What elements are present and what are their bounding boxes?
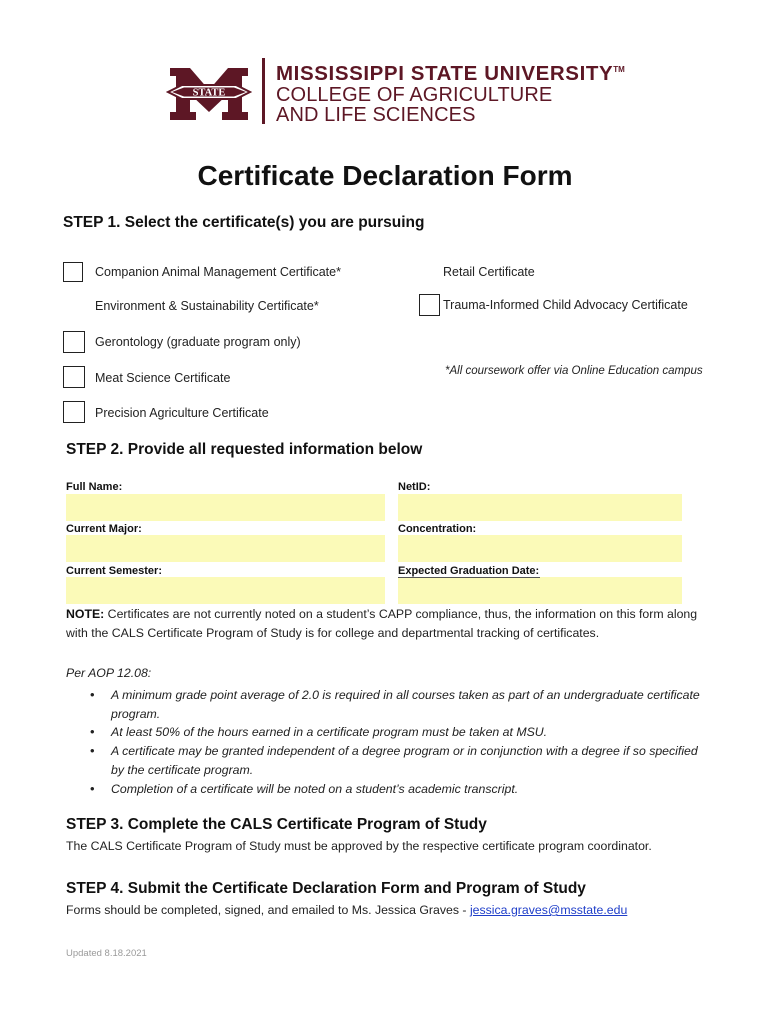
trademark: TM [613, 65, 625, 75]
step1-heading: STEP 1. Select the certificate(s) you are pursuing [63, 214, 425, 231]
list-item: • At least 50% of the hours earned in a certificate program must be taken at MSU. [90, 723, 700, 742]
label-environment-sustainability: Environment & Sustainability Certificate* [95, 299, 319, 313]
label-retail: Retail Certificate [443, 265, 535, 279]
checkbox-trauma-informed-child-advocacy[interactable] [419, 294, 440, 316]
logo-state-text: STATE [192, 87, 226, 99]
checkbox-gerontology[interactable] [63, 331, 85, 353]
netid-field[interactable] [398, 494, 682, 521]
college-name-line2: AND LIFE SCIENCES [276, 104, 476, 126]
msu-m-state-logo-icon [166, 66, 252, 122]
form-title: Certificate Declaration Form [197, 160, 573, 191]
email-link[interactable]: jessica.graves@msstate.edu [469, 903, 628, 917]
list-item: • A minimum grade point average of 2.0 is required in all courses taken as part of an undergraduate certificate program. [90, 686, 700, 723]
university-name-text: MISSISSIPPI STATE UNIVERSITY [276, 62, 614, 85]
checkbox-precision-agriculture[interactable] [63, 401, 85, 423]
logo-divider [262, 58, 265, 124]
online-education-note: *All coursework offer via Online Education campus [445, 365, 703, 377]
college-name-line1: COLLEGE OF AGRICULTURE [276, 84, 553, 106]
updated-date: Updated 8.18.2021 [66, 948, 147, 959]
checkbox-companion-animal-management[interactable] [63, 262, 83, 282]
university-name [276, 62, 625, 86]
aop-requirements-list [90, 686, 700, 798]
current-semester-field[interactable] [66, 577, 385, 604]
netid-label: NetID: [398, 481, 431, 493]
expected-graduation-date-field[interactable] [398, 577, 682, 604]
expected-graduation-date-label: Expected Graduation Date: [398, 565, 540, 577]
note-label: NOTE: [66, 607, 105, 621]
label-trauma-informed-child-advocacy: Trauma-Informed Child Advocacy Certificate [443, 298, 688, 312]
note-text: Certificates are not currently noted on a student’s CAPP compliance, thus, the information on this form along with the CALS Certificate Program of Study is for college and departmental tracking of certificates. [66, 607, 698, 640]
checkbox-meat-science[interactable] [63, 366, 85, 388]
list-item: • Completion of a certificate will be noted on a student’s academic transcript. [90, 780, 700, 799]
label-meat-science: Meat Science Certificate [95, 371, 231, 385]
step3-heading: STEP 3. Complete the CALS Certificate Program of Study [66, 816, 487, 833]
label-precision-agriculture: Precision Agriculture Certificate [95, 406, 269, 420]
current-major-label: Current Major: [66, 523, 142, 535]
graduation-date-underline [398, 577, 540, 578]
label-gerontology: Gerontology (graduate program only) [95, 335, 301, 349]
step4-heading: STEP 4. Submit the Certificate Declaration Form and Program of Study [66, 880, 586, 897]
step3-text: The CALS Certificate Program of Study must be approved by the respective certificate program coordinator. [66, 839, 652, 853]
current-semester-label: Current Semester: [66, 565, 162, 577]
concentration-label: Concentration: [398, 523, 477, 535]
step4-instruction: Forms should be completed, signed, and emailed to Ms. Jessica Graves - [66, 903, 470, 917]
list-item: • A certificate may be granted independent of a degree program or in conjunction with a degree if so specified by the certificate program. [90, 742, 700, 779]
university-logo [166, 58, 626, 130]
full-name-field[interactable] [66, 494, 385, 521]
step2-heading: STEP 2. Provide all requested information below [66, 441, 423, 458]
step4-text [66, 901, 627, 920]
current-major-field[interactable] [66, 535, 385, 562]
label-companion-animal-management: Companion Animal Management Certificate* [95, 265, 341, 279]
note-paragraph [66, 605, 706, 643]
concentration-field[interactable] [398, 535, 682, 562]
full-name-label: Full Name: [66, 481, 123, 493]
aop-title: Per AOP 12.08: [66, 666, 152, 680]
